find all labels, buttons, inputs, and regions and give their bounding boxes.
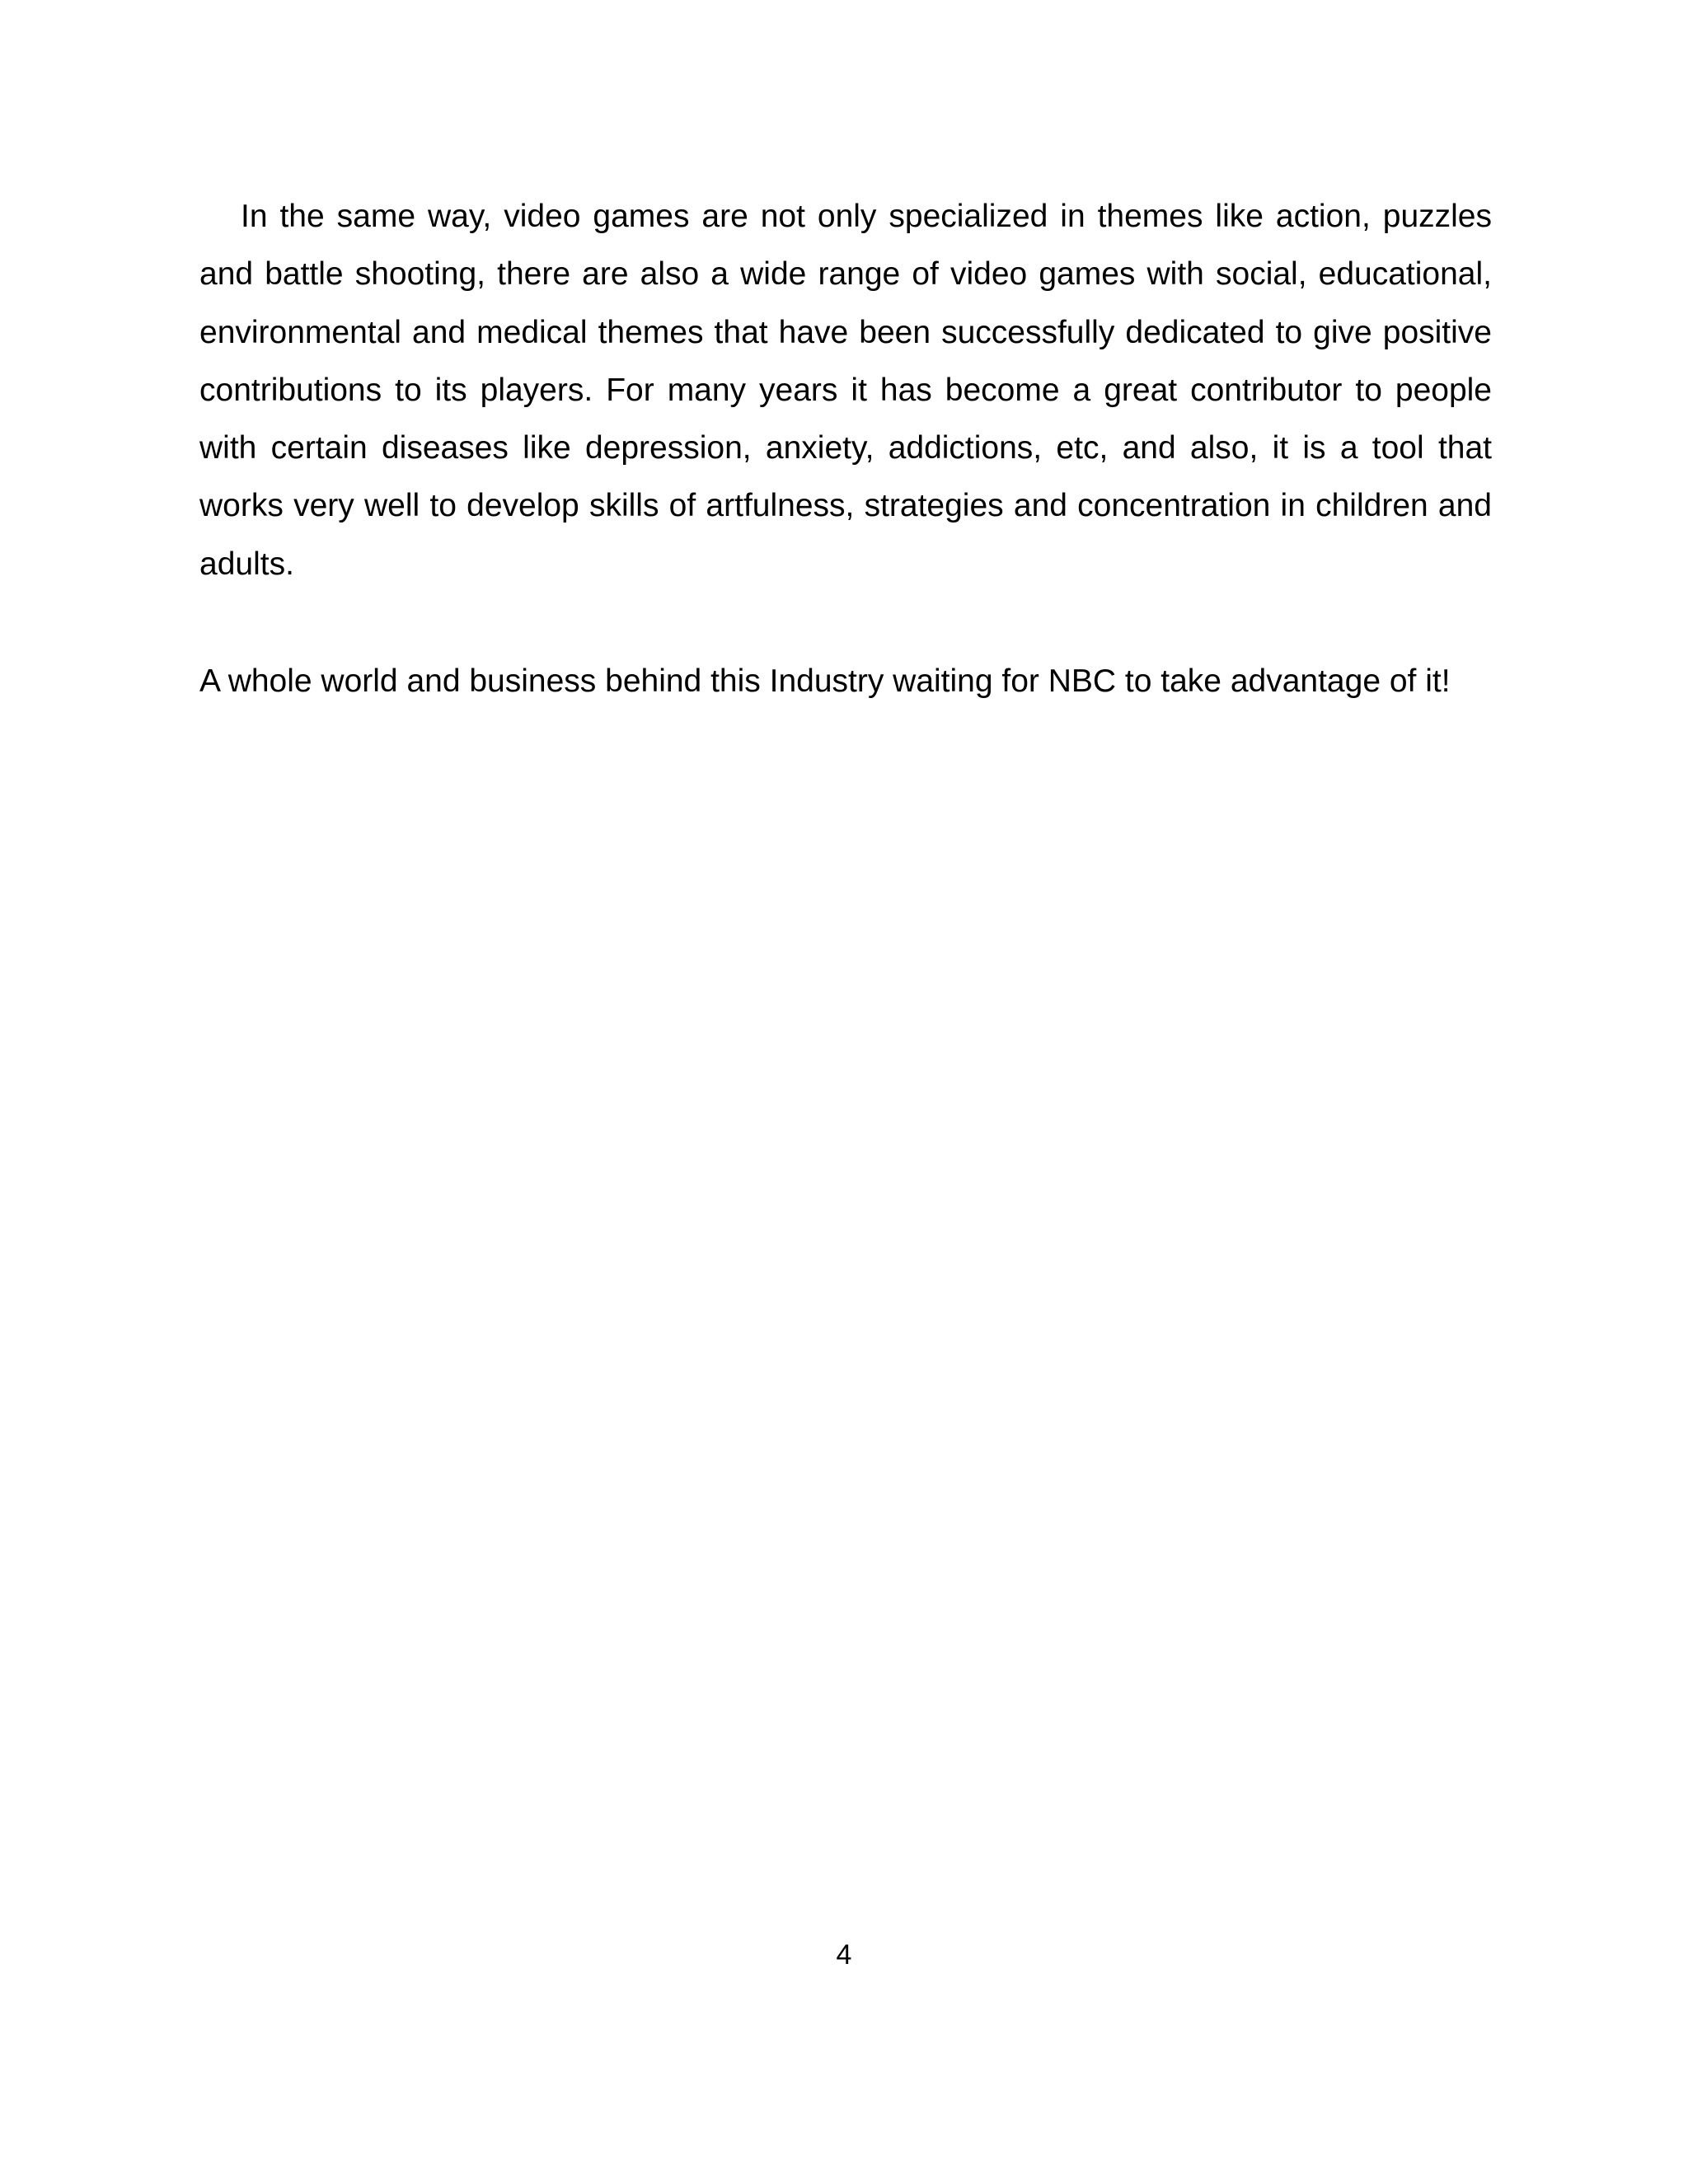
closing-paragraph: A whole world and business behind this Industry waiting for NBC to take advantage of it! xyxy=(199,663,1451,699)
body-paragraph: In the same way, video games are not only specialized in themes like action, puzzles and battle shooting, there are also a wide range of video games with social, educational, environmental and medical themes that have been successfully dedicated to give positive contributions to its players. For many years it has become a great contributor to people with certain diseases like depression, anxiety, addictions, etc, and also, it is a tool that works very well to develop skills of artfulness, strategies and concentration in children and adults. xyxy=(199,199,1492,582)
page-number: 4 xyxy=(836,1939,852,1971)
